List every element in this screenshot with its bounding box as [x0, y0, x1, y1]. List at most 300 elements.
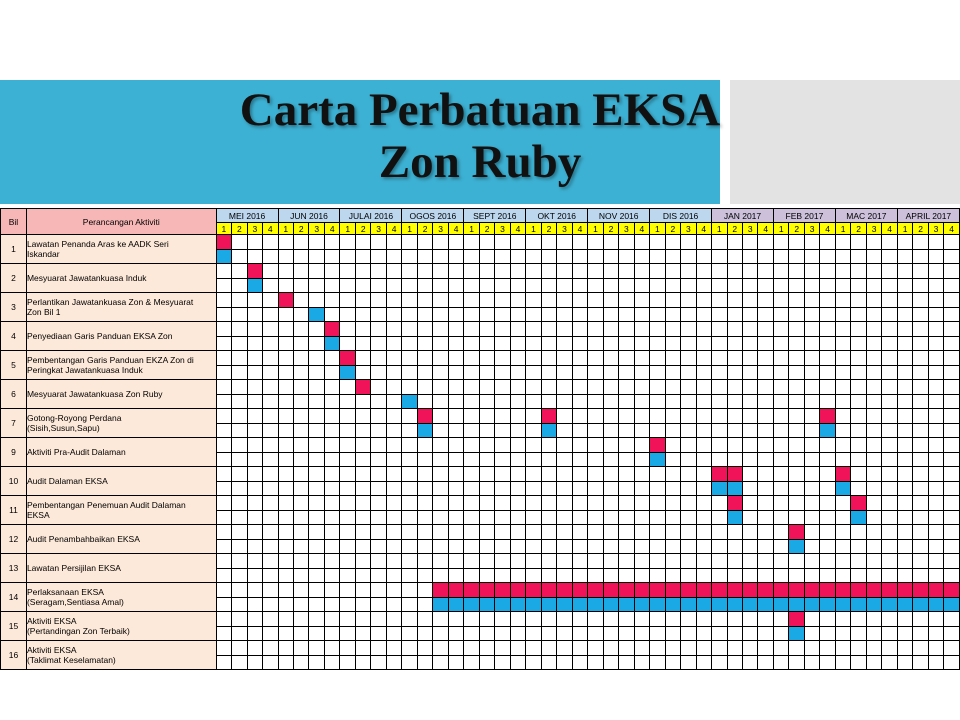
grid-cell: [650, 365, 665, 380]
grid-cell: [866, 496, 881, 511]
activity-name-line: Zon Bil 1: [26, 307, 61, 317]
grid-cell: [324, 655, 339, 670]
grid-cell: [510, 452, 525, 467]
week-header: 1: [216, 223, 231, 235]
grid-cell: [928, 452, 943, 467]
grid-cell: [913, 278, 928, 293]
grid-cell: [835, 322, 850, 337]
grid-cell: [851, 235, 866, 250]
grid-cell: [742, 641, 757, 656]
grid-cell: [804, 394, 819, 409]
grid-cell: [820, 307, 835, 322]
plan-mark: [712, 583, 727, 598]
grid-cell: [619, 510, 634, 525]
grid-cell: [742, 351, 757, 366]
grid-cell: [464, 365, 479, 380]
week-header: 1: [526, 223, 541, 235]
grid-cell: [634, 641, 649, 656]
grid-cell: [758, 264, 773, 279]
grid-cell: [928, 655, 943, 670]
grid-cell: [309, 264, 324, 279]
grid-cell: [495, 568, 510, 583]
grid-cell: [588, 438, 603, 453]
grid-cell: [712, 510, 727, 525]
grid-cell: [835, 307, 850, 322]
grid-cell: [665, 249, 680, 264]
grid-cell: [928, 525, 943, 540]
grid-cell: [897, 235, 912, 250]
grid-cell: [324, 568, 339, 583]
grid-cell: [324, 525, 339, 540]
grid-cell: [402, 322, 417, 337]
grid-cell: [433, 539, 448, 554]
grid-cell: [417, 307, 432, 322]
grid-cell: [232, 467, 247, 482]
grid-cell: [479, 307, 494, 322]
grid-cell: [309, 525, 324, 540]
grid-cell: [402, 409, 417, 424]
grid-cell: [742, 278, 757, 293]
grid-cell: [773, 322, 788, 337]
grid-cell: [928, 322, 943, 337]
grid-cell: [479, 336, 494, 351]
grid-cell: [789, 264, 804, 279]
grid-cell: [464, 612, 479, 627]
grid-cell: [386, 249, 401, 264]
week-header: 2: [355, 223, 370, 235]
grid-cell: [773, 539, 788, 554]
grid-cell: [572, 235, 587, 250]
week-header: 4: [324, 223, 339, 235]
grid-cell: [835, 423, 850, 438]
grid-cell: [758, 293, 773, 308]
row-number: 6: [1, 380, 27, 409]
grid-cell: [433, 264, 448, 279]
grid-cell: [263, 467, 278, 482]
grid-cell: [464, 351, 479, 366]
grid-cell: [479, 481, 494, 496]
grid-cell: [882, 394, 897, 409]
grid-cell: [294, 612, 309, 627]
grid-cell: [294, 481, 309, 496]
grid-cell: [712, 351, 727, 366]
activity-name-line: (Sisih,Susun,Sapu): [26, 423, 100, 433]
grid-cell: [479, 525, 494, 540]
grid-cell: [773, 655, 788, 670]
grid-cell: [913, 641, 928, 656]
grid-cell: [851, 336, 866, 351]
grid-cell: [696, 467, 711, 482]
grid-cell: [696, 655, 711, 670]
grid-cell: [278, 394, 293, 409]
plan-mark: [820, 409, 835, 424]
grid-cell: [588, 293, 603, 308]
grid-cell: [417, 583, 432, 598]
grid-cell: [897, 539, 912, 554]
grid-cell: [278, 249, 293, 264]
grid-cell: [851, 655, 866, 670]
grid-cell: [773, 278, 788, 293]
actual-mark: [789, 597, 804, 612]
grid-cell: [650, 249, 665, 264]
grid-cell: [232, 626, 247, 641]
grid-cell: [820, 365, 835, 380]
grid-cell: [340, 583, 355, 598]
grid-cell: [742, 322, 757, 337]
plan-mark: [727, 496, 742, 511]
grid-cell: [897, 336, 912, 351]
grid-cell: [232, 322, 247, 337]
grid-cell: [278, 539, 293, 554]
grid-cell: [928, 612, 943, 627]
actual-mark: [541, 423, 556, 438]
grid-cell: [897, 655, 912, 670]
grid-cell: [448, 655, 463, 670]
activity-name: [26, 583, 216, 612]
grid-cell: [340, 380, 355, 395]
grid-cell: [588, 626, 603, 641]
actual-mark: [835, 597, 850, 612]
actual-mark: [619, 597, 634, 612]
grid-cell: [232, 380, 247, 395]
grid-cell: [340, 409, 355, 424]
grid-cell: [510, 322, 525, 337]
grid-cell: [495, 235, 510, 250]
grid-cell: [433, 307, 448, 322]
grid-cell: [340, 539, 355, 554]
grid-cell: [696, 380, 711, 395]
grid-cell: [557, 467, 572, 482]
grid-cell: [804, 380, 819, 395]
grid-cell: [789, 293, 804, 308]
grid-cell: [944, 496, 960, 511]
grid-cell: [758, 467, 773, 482]
grid-cell: [495, 409, 510, 424]
grid-cell: [402, 336, 417, 351]
grid-cell: [371, 568, 386, 583]
grid-cell: [866, 554, 881, 569]
month-header: JAN 2017: [712, 209, 774, 223]
grid-cell: [665, 568, 680, 583]
week-header: 4: [696, 223, 711, 235]
grid-cell: [897, 525, 912, 540]
grid-cell: [882, 525, 897, 540]
grid-cell: [247, 336, 262, 351]
grid-cell: [773, 293, 788, 308]
grid-cell: [758, 641, 773, 656]
grid-cell: [541, 525, 556, 540]
grid-cell: [866, 380, 881, 395]
grid-cell: [820, 235, 835, 250]
grid-cell: [944, 264, 960, 279]
grid-cell: [820, 655, 835, 670]
grid-cell: [386, 380, 401, 395]
grid-cell: [712, 365, 727, 380]
grid-cell: [696, 235, 711, 250]
activity-row: [1, 554, 960, 569]
grid-cell: [572, 438, 587, 453]
plan-mark: [696, 583, 711, 598]
grid-cell: [758, 365, 773, 380]
grid-cell: [758, 626, 773, 641]
grid-cell: [727, 336, 742, 351]
grid-cell: [804, 568, 819, 583]
grid-cell: [510, 380, 525, 395]
grid-cell: [232, 249, 247, 264]
grid-cell: [944, 394, 960, 409]
month-header: DIS 2016: [650, 209, 712, 223]
actual-mark: [588, 597, 603, 612]
grid-cell: [216, 510, 231, 525]
grid-cell: [727, 655, 742, 670]
grid-cell: [619, 423, 634, 438]
plan-mark: [835, 583, 850, 598]
grid-cell: [712, 452, 727, 467]
grid-cell: [804, 626, 819, 641]
grid-cell: [495, 423, 510, 438]
row-number: 13: [1, 554, 27, 583]
grid-cell: [603, 539, 618, 554]
grid-cell: [665, 351, 680, 366]
grid-cell: [882, 438, 897, 453]
grid-cell: [479, 554, 494, 569]
grid-cell: [247, 467, 262, 482]
grid-cell: [510, 235, 525, 250]
grid-cell: [495, 438, 510, 453]
grid-cell: [820, 510, 835, 525]
grid-cell: [634, 249, 649, 264]
grid-cell: [495, 510, 510, 525]
actual-mark: [913, 597, 928, 612]
grid-cell: [727, 380, 742, 395]
grid-cell: [340, 394, 355, 409]
grid-cell: [526, 452, 541, 467]
grid-cell: [294, 278, 309, 293]
grid-cell: [232, 438, 247, 453]
grid-cell: [495, 496, 510, 511]
grid-cell: [433, 394, 448, 409]
grid-cell: [820, 641, 835, 656]
grid-cell: [681, 307, 696, 322]
grid-cell: [402, 423, 417, 438]
grid-cell: [588, 467, 603, 482]
actual-mark: [727, 597, 742, 612]
grid-cell: [588, 452, 603, 467]
grid-cell: [232, 612, 247, 627]
grid-cell: [619, 249, 634, 264]
grid-cell: [866, 525, 881, 540]
grid-cell: [232, 293, 247, 308]
grid-cell: [742, 438, 757, 453]
row-number: 2: [1, 264, 27, 293]
grid-cell: [866, 409, 881, 424]
grid-cell: [758, 510, 773, 525]
grid-cell: [541, 322, 556, 337]
grid-cell: [773, 452, 788, 467]
grid-cell: [371, 641, 386, 656]
grid-cell: [340, 307, 355, 322]
grid-cell: [619, 481, 634, 496]
activity-row: [1, 641, 960, 656]
grid-cell: [417, 539, 432, 554]
grid-cell: [309, 539, 324, 554]
grid-cell: [448, 612, 463, 627]
grid-cell: [866, 641, 881, 656]
grid-cell: [479, 351, 494, 366]
grid-cell: [402, 235, 417, 250]
grid-cell: [835, 278, 850, 293]
grid-cell: [495, 525, 510, 540]
grid-cell: [820, 626, 835, 641]
grid-cell: [897, 380, 912, 395]
grid-cell: [742, 655, 757, 670]
actual-mark: [742, 597, 757, 612]
grid-cell: [495, 307, 510, 322]
grid-cell: [495, 264, 510, 279]
week-header: 1: [650, 223, 665, 235]
activity-name-line: Peringkat Jawatankuasa Induk: [26, 365, 143, 375]
grid-cell: [913, 293, 928, 308]
grid-cell: [324, 307, 339, 322]
grid-cell: [742, 293, 757, 308]
grid-cell: [464, 481, 479, 496]
grid-cell: [712, 641, 727, 656]
activity-name-line: Iskandar: [26, 249, 60, 259]
grid-cell: [572, 336, 587, 351]
grid-cell: [804, 539, 819, 554]
grid-cell: [773, 438, 788, 453]
grid-cell: [696, 409, 711, 424]
grid-cell: [742, 307, 757, 322]
grid-cell: [417, 249, 432, 264]
week-header: 2: [727, 223, 742, 235]
grid-cell: [758, 351, 773, 366]
grid-cell: [355, 293, 370, 308]
grid-cell: [402, 380, 417, 395]
grid-cell: [263, 568, 278, 583]
grid-cell: [619, 322, 634, 337]
grid-cell: [897, 612, 912, 627]
actual-mark: [681, 597, 696, 612]
grid-cell: [340, 612, 355, 627]
grid-cell: [216, 278, 231, 293]
grid-cell: [588, 235, 603, 250]
grid-cell: [619, 496, 634, 511]
grid-cell: [386, 612, 401, 627]
grid-cell: [263, 554, 278, 569]
plan-mark: [712, 467, 727, 482]
month-header: JULAI 2016: [340, 209, 402, 223]
grid-cell: [557, 525, 572, 540]
month-header: OGOS 2016: [402, 209, 464, 223]
grid-cell: [603, 380, 618, 395]
grid-cell: [866, 278, 881, 293]
grid-cell: [727, 554, 742, 569]
grid-cell: [541, 249, 556, 264]
grid-cell: [851, 394, 866, 409]
grid-cell: [758, 568, 773, 583]
activity-row: [1, 525, 960, 540]
grid-cell: [433, 481, 448, 496]
grid-cell: [324, 612, 339, 627]
actual-mark: [712, 481, 727, 496]
grid-cell: [278, 496, 293, 511]
grid-cell: [355, 481, 370, 496]
grid-cell: [572, 539, 587, 554]
grid-cell: [712, 612, 727, 627]
grid-cell: [634, 365, 649, 380]
week-header: 1: [402, 223, 417, 235]
grid-cell: [386, 597, 401, 612]
grid-cell: [355, 264, 370, 279]
plan-mark: [897, 583, 912, 598]
grid-cell: [665, 409, 680, 424]
grid-cell: [541, 467, 556, 482]
grid-cell: [681, 423, 696, 438]
grid-cell: [526, 525, 541, 540]
grid-cell: [386, 438, 401, 453]
grid-cell: [371, 481, 386, 496]
grid-cell: [866, 626, 881, 641]
grid-cell: [557, 539, 572, 554]
grid-cell: [897, 264, 912, 279]
grid-cell: [665, 510, 680, 525]
grid-cell: [634, 322, 649, 337]
grid-cell: [913, 568, 928, 583]
plan-mark: [479, 583, 494, 598]
grid-cell: [417, 438, 432, 453]
grid-cell: [696, 612, 711, 627]
grid-cell: [232, 336, 247, 351]
grid-cell: [278, 380, 293, 395]
grid-cell: [433, 568, 448, 583]
grid-cell: [340, 655, 355, 670]
grid-cell: [448, 525, 463, 540]
activity-row: [1, 264, 960, 279]
grid-cell: [557, 264, 572, 279]
grid-cell: [263, 525, 278, 540]
grid-cell: [355, 597, 370, 612]
grid-cell: [526, 278, 541, 293]
grid-cell: [944, 307, 960, 322]
week-header: 2: [603, 223, 618, 235]
week-header: 2: [294, 223, 309, 235]
grid-cell: [510, 510, 525, 525]
grid-cell: [572, 278, 587, 293]
grid-cell: [216, 423, 231, 438]
grid-cell: [216, 655, 231, 670]
grid-cell: [928, 365, 943, 380]
grid-cell: [294, 438, 309, 453]
activity-name: [26, 438, 216, 467]
grid-cell: [603, 655, 618, 670]
grid-cell: [557, 235, 572, 250]
grid-cell: [650, 380, 665, 395]
grid-cell: [526, 641, 541, 656]
grid-cell: [634, 467, 649, 482]
grid-cell: [278, 409, 293, 424]
grid-cell: [479, 293, 494, 308]
gantt-chart: [0, 208, 960, 670]
grid-cell: [464, 264, 479, 279]
grid-cell: [742, 568, 757, 583]
grid-cell: [820, 438, 835, 453]
grid-cell: [216, 583, 231, 598]
grid-cell: [681, 235, 696, 250]
grid-cell: [541, 235, 556, 250]
grid-cell: [944, 568, 960, 583]
grid-cell: [557, 423, 572, 438]
